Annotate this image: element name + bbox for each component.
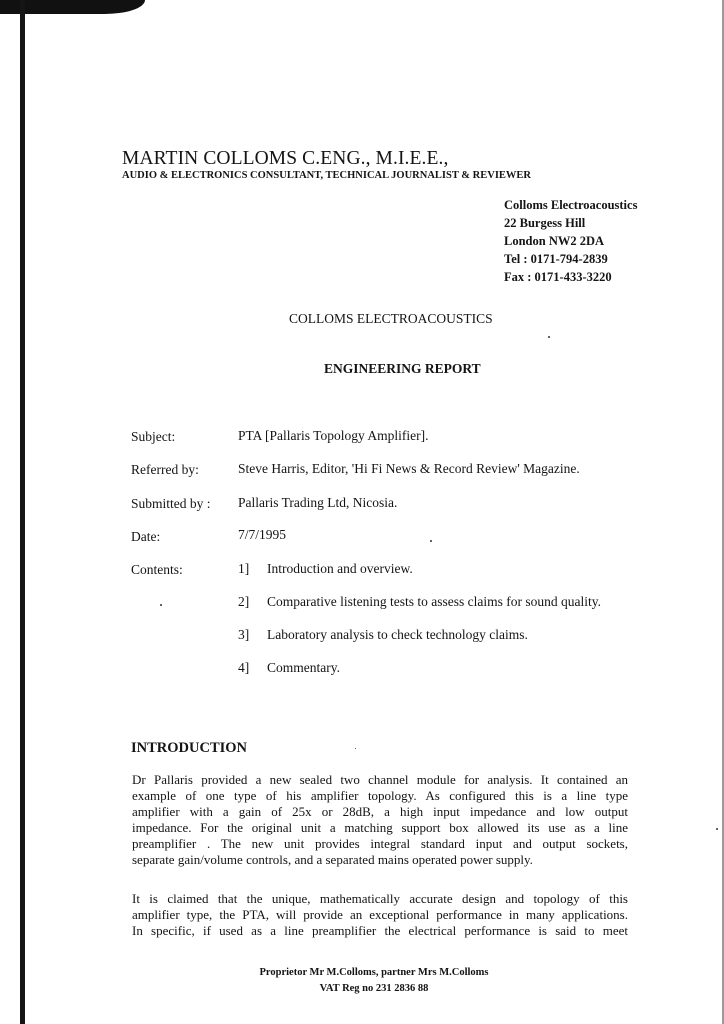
submitted-by-value: Pallaris Trading Ltd, Nicosia. xyxy=(238,495,398,510)
contents-item-number: 3] xyxy=(238,627,250,642)
address-line: Colloms Electroacoustics xyxy=(504,198,638,212)
report-title: ENGINEERING REPORT xyxy=(324,361,481,376)
scan-edge-left xyxy=(20,0,25,1024)
date-value: 7/7/1995 xyxy=(238,527,287,542)
scan-speck xyxy=(355,748,356,749)
referred-by-value: Steve Harris, Editor, 'Hi Fi News & Record Review' Magazine. xyxy=(238,461,580,476)
paragraph-line: Dr Pallaris provided a new sealed two channel module for analysis. It contained an xyxy=(132,772,628,787)
paragraph-line: amplifier type, the PTA, will provide an exceptional performance in many applications. xyxy=(132,907,628,922)
paragraph-line: separate gain/volume controls, and a separated mains operated power supply. xyxy=(132,852,533,867)
contents-item-number: 4] xyxy=(238,660,250,675)
paragraph-line: preamplifier . The new unit provides integral standard input and output sockets, xyxy=(132,836,628,851)
paragraph-line: example of one type of his amplifier topology. As configured this is a line type xyxy=(132,788,628,803)
contents-item-text: Commentary. xyxy=(267,660,340,675)
scan-speck xyxy=(430,540,432,542)
company-heading: COLLOMS ELECTROACOUSTICS xyxy=(289,311,493,326)
footer-proprietor: Proprietor Mr M.Colloms, partner Mrs M.Colloms xyxy=(259,967,489,978)
submitted-by-label: Submitted by : xyxy=(131,496,211,511)
introduction-heading: INTRODUCTION xyxy=(131,740,248,756)
subject-label: Subject: xyxy=(131,429,176,444)
date-label: Date: xyxy=(131,529,161,544)
letterhead-name: MARTIN COLLOMS C.ENG., M.I.E.E., xyxy=(122,148,449,169)
contents-item-number: 2] xyxy=(238,594,250,609)
contents-item-text: Comparative listening tests to assess claims for sound quality. xyxy=(267,594,601,609)
paragraph-line: In specific, if used as a line preamplifier the electrical performance is said to meet xyxy=(132,923,628,938)
address-line: 22 Burgess Hill xyxy=(504,216,586,230)
scan-speck xyxy=(160,604,162,606)
referred-by-label: Referred by: xyxy=(131,462,199,477)
letterhead-tagline: AUDIO & ELECTRONICS CONSULTANT, TECHNICAL JOURNALIST & REVIEWER xyxy=(122,170,532,181)
contents-item-number: 1] xyxy=(238,561,250,576)
contents-item-text: Introduction and overview. xyxy=(267,561,413,576)
address-line: London NW2 2DA xyxy=(504,234,605,248)
address-phone: Tel : 0171-794-2839 xyxy=(504,252,608,266)
contents-item-text: Laboratory analysis to check technology claims. xyxy=(267,627,528,642)
address-fax: Fax : 0171-433-3220 xyxy=(504,270,612,284)
paragraph-line: amplifier with a gain of 25x or 28dB, a high input impedance and low output xyxy=(132,804,628,819)
scan-speck xyxy=(548,336,550,338)
subject-value: PTA [Pallaris Topology Amplifier]. xyxy=(238,428,429,443)
paragraph-line: impedance. For the original unit a matching support box allowed its use as a line xyxy=(132,820,628,835)
contents-label: Contents: xyxy=(131,562,183,577)
scan-speck xyxy=(716,828,718,830)
footer-vat: VAT Reg no 231 2836 88 xyxy=(319,983,429,994)
paragraph-line: It is claimed that the unique, mathematically accurate design and topology of this xyxy=(132,891,628,906)
sender-address xyxy=(504,196,637,286)
